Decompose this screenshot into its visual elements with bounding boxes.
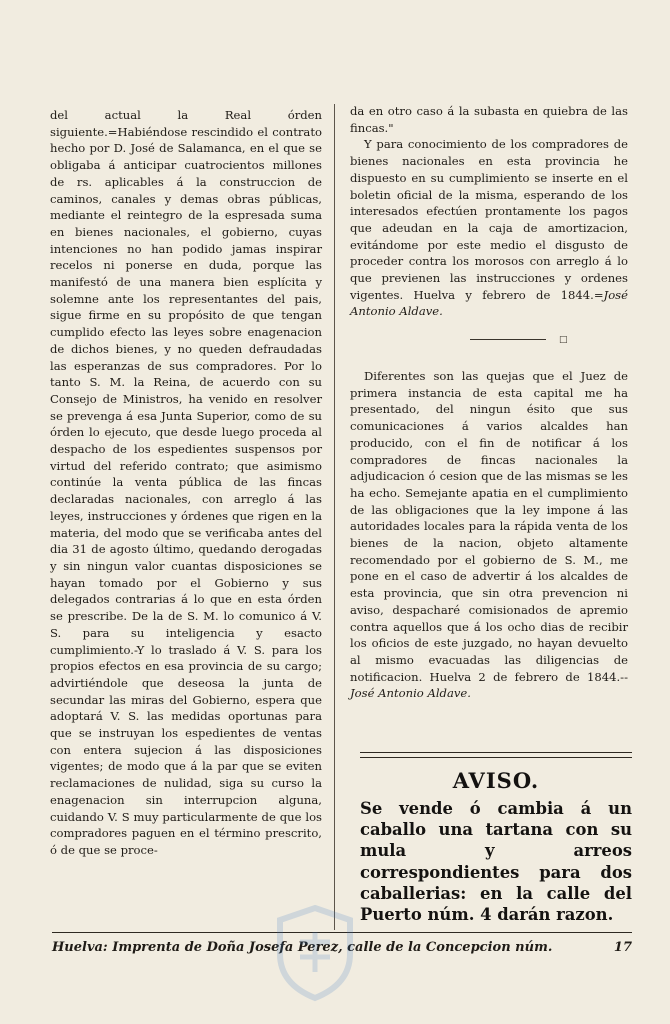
divider-ornament: □: [559, 335, 568, 345]
aviso-body: Se vende ó cambia á un caballo una tartana con su mula y arreos correspondientes para dos caballerias: en la calle del Puerto núm. 4 darán razon.: [360, 799, 632, 925]
notice-2-signature: José Antonio Aldave.: [350, 686, 471, 701]
footer-divider: [52, 932, 632, 933]
footer-imprint: Huelva: Imprenta de Doña Josefa Perez, calle de la Concepcion núm.: [52, 940, 553, 955]
left-column-text: del actual la Real órden siguiente.=Habiéndose rescindido el contrato hecho por D. José de Salamanca, en el que se obligaba á anticipar cuatrocientos millones de rs. aplicables á la construccion de caminos, canales y demas obras públicas, mediante el reintegro de la espresada suma en bienes nacionales, el gobierno, cuyas intenciones no han podido jamas inspirar recelos ni ponerse en duda, porque las manifestó de una manera bien esplícita y solemne ante los representantes del pais, sigue firme en su propósito de que tengan cumplido efecto las leyes sobre enagenacion de dichos bienes, y no queden defraudadas las esperanzas de sus compradores. Por lo tanto S. M. la Reina, de acuerdo con su Consejo de Ministros, ha venido en resolver se prevenga á esa Junta Superior, como de su órden lo ejecuto, que desde luego proceda al despacho de los espedientes suspensos por virtud del referido contrato; que asimismo continúe la venta pública de las fincas declaradas nacionales, con arreglo á las leyes, instrucciones y órdenes que rigen en la materia, del modo que se verificaba antes del dia 31 de agosto último, quedando derogadas y sin ningun valor cuantas disposiciones se hayan tomado por el Gobierno y sus delegados contrarias á lo que en esta órden se prescribe. De la de S. M. lo comunico á V. S. para su inteligencia y esacto cumplimiento.-Y lo traslado á V. S. para los propios efectos en esa provincia de su cargo; advirtiéndole que deseosa la junta de secundar las miras del Gobierno, espera que adoptará V. S. las medidas oportunas para que se instruyan los espedientes de ventas con entera sujecion á las disposiciones vigentes; de modo que á la par que se eviten reclamaciones de nulidad, siga su curso la enagenacion sin interrupcion alguna, cuidando V. S muy particularmente de que los compradores paguen en el término prescrito, ó de que se proce-: [50, 108, 322, 857]
notice-1-paragraph: [350, 136, 628, 320]
left-column: [50, 107, 322, 859]
notice-1-signature: José Antonio Aldave.: [350, 287, 628, 319]
continuation-text: da en otro caso á la subasta en quiebra de las fincas.": [350, 104, 628, 135]
notice-2-paragraph: [350, 368, 628, 702]
notice-2-text: Diferentes son las quejas que el Juez de primera instancia de esta capital me ha presentado, del ningun ésito que sus comunicaciones á varios alcaldes han producido, con el fin de notificar á los compradores de fincas nacionales la adjudicacion ó cesion que de las mismas se les ha echo. Semejante apatia en el cumplimiento de las obligaciones que la ley impone á las autoridades locales para la rápida venta de los bienes de la nacion, objeto altamente recomendado por el gobierno de S. M., me pone en el caso de advertir á los alcaldes de esta provincia, que sin otra prevencion ni aviso, despacharé comisionados de apremio contra aquellos que á los ocho dias de recibir los oficios de este juzgado, no hayan devuelto al mismo evacuadas las diligencias de notificacion. Huelva 2 de febrero de 1844.--: [350, 369, 628, 684]
aviso-divider: [360, 752, 632, 758]
notice-2: [350, 368, 628, 702]
short-divider: [470, 339, 546, 340]
column-divider: [334, 104, 335, 930]
page-number: 17: [613, 940, 632, 955]
right-column-top: [350, 103, 628, 320]
footer: [52, 940, 632, 955]
notice-1-text: Y para conocimiento de los compradores de bienes nacionales en esta provincia he dispuesto en su cumplimiento se inserte en el boletin oficial de la misma, esperando de los interesados efectúen prontamente los pagos que adeudan en la caja de amortizacion, evitándome por este medio el disgusto de proceder contra los morosos con arreglo á lo que previenen las instrucciones y ordenes vigentes. Huelva y febrero de 1844.=: [350, 137, 628, 302]
aviso-title: AVISO.: [452, 768, 540, 793]
